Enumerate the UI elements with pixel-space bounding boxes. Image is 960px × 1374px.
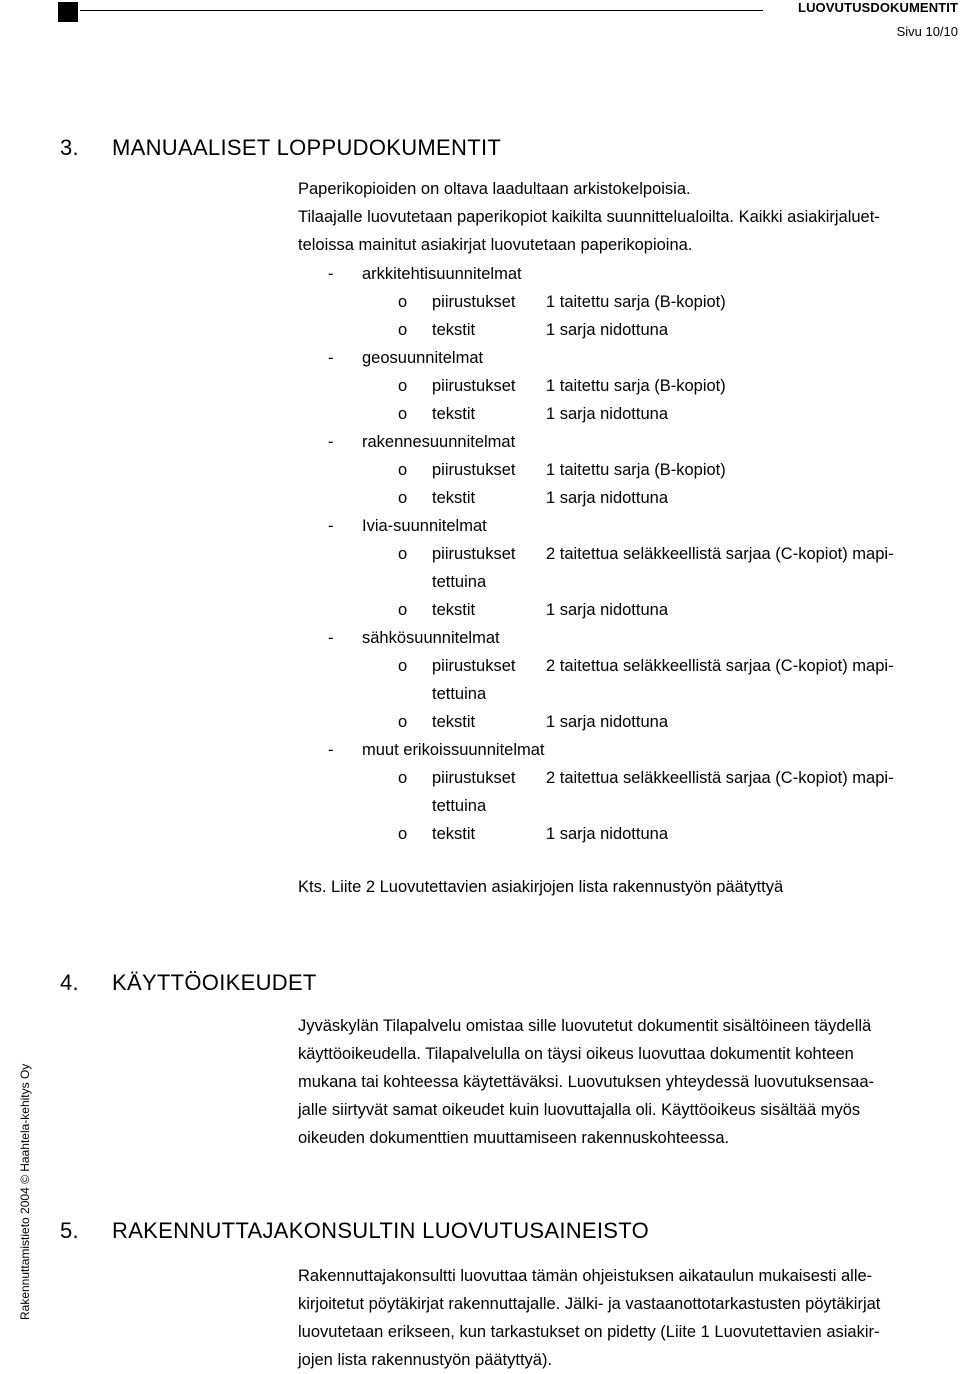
deliverable-row	[298, 652, 948, 680]
category-item	[298, 344, 948, 372]
deliverable-description: tettuina	[432, 685, 487, 703]
category-name: sähkösuunnitelmat	[362, 629, 500, 647]
deliverable-description: 1 taitettu sarja (B-kopiot)	[546, 461, 726, 479]
deliverable-row	[298, 708, 948, 736]
section-5-line: luovutetaan erikseen, kun tarkastukset on pidetty (Liite 1 Luovutettavien asiakir-	[298, 1323, 880, 1341]
deliverable-description: tettuina	[432, 797, 487, 815]
category-item	[298, 624, 948, 652]
deliverable-type: piirustukset	[432, 377, 516, 395]
bullet-marker: o	[398, 489, 408, 507]
category-name: arkkitehtisuunnitelmat	[362, 265, 522, 283]
copyright-text: Rakennuttamistieto 2004 © Haahtela-kehitys Oy	[18, 1063, 32, 1320]
deliverable-description: 1 sarja nidottuna	[546, 713, 669, 731]
deliverable-row	[298, 540, 948, 568]
deliverable-row-continuation	[298, 568, 948, 596]
section-4-line: Jyväskylän Tilapalvelu omistaa sille luovutetut dokumentit sisältöineen täydellä	[298, 1017, 872, 1035]
deliverable-row	[298, 316, 948, 344]
category-name: Ivia-suunnitelmat	[362, 517, 487, 535]
deliverable-type: tekstit	[432, 825, 476, 843]
category-name: rakennesuunnitelmat	[362, 433, 516, 451]
section-4-line: käyttöoikeudella. Tilapalvelulla on täysi oikeus luovuttaa dokumentit kohteen	[298, 1045, 854, 1063]
section-5-line: Rakennuttajakonsultti luovuttaa tämän ohjeistuksen aikataulun mukaisesti alle-	[298, 1267, 873, 1285]
appendix-reference: Kts. Liite 2 Luovutettavien asiakirjojen lista rakennustyön päätyttyä	[298, 878, 784, 896]
deliverable-description: 2 taitettua seläkkeellistä sarjaa (C-kopiot) mapi-	[546, 657, 894, 675]
section-4-line: jalle siirtyvät samat oikeudet kuin luovuttajalla oli. Käyttöoikeus sisältää myös	[298, 1101, 861, 1119]
deliverable-description: 1 taitettu sarja (B-kopiot)	[546, 377, 726, 395]
deliverable-type: tekstit	[432, 321, 476, 339]
dash-marker: -	[328, 741, 334, 759]
document-title: LUOVUTUSDOKUMENTIT	[798, 0, 958, 15]
section-3-line: Tilaajalle luovutetaan paperikopiot kaikilta suunnittelualoilta. Kaikki asiakirjaluet-	[298, 208, 880, 226]
deliverable-description: 1 sarja nidottuna	[546, 321, 669, 339]
header-logo-square	[58, 2, 78, 22]
deliverable-description: 2 taitettua seläkkeellistä sarjaa (C-kopiot) mapi-	[546, 769, 894, 787]
deliverable-row	[298, 596, 948, 624]
bullet-marker: o	[398, 321, 408, 339]
bullet-marker: o	[398, 377, 408, 395]
deliverable-description: 1 sarja nidottuna	[546, 405, 669, 423]
section-4-line: oikeuden dokumenttien muuttamiseen rakennuskohteessa.	[298, 1129, 730, 1147]
header-rule	[80, 10, 763, 11]
section-4-line: mukana tai kohteessa käytettäväksi. Luovutuksen yhteydessä luovutuksensaa-	[298, 1073, 875, 1091]
deliverable-type: piirustukset	[432, 769, 516, 787]
category-name: muut erikoissuunnitelmat	[362, 741, 545, 759]
section-5-line: jojen lista rakennustyön päätyttyä).	[298, 1351, 553, 1369]
deliverable-row-continuation	[298, 792, 948, 820]
bullet-marker: o	[398, 825, 408, 843]
deliverable-type: tekstit	[432, 405, 476, 423]
deliverable-row-continuation	[298, 680, 948, 708]
section-3-line: Paperikopioiden on oltava laadultaan arkistokelpoisia.	[298, 180, 691, 198]
section-5-body	[298, 1262, 948, 1374]
page-number: Sivu 10/10	[896, 24, 958, 39]
deliverable-description: tettuina	[432, 573, 487, 591]
deliverable-type: piirustukset	[432, 657, 516, 675]
bullet-marker: o	[398, 657, 408, 675]
section-4-title: KÄYTTÖOIKEUDET	[112, 970, 317, 995]
bullet-marker: o	[398, 405, 408, 423]
deliverable-row	[298, 400, 948, 428]
bullet-marker: o	[398, 769, 408, 787]
category-item	[298, 260, 948, 288]
deliverable-type: piirustukset	[432, 545, 516, 563]
section-4-heading	[60, 970, 317, 996]
document-list	[298, 260, 948, 848]
category-item	[298, 736, 948, 764]
deliverable-type: piirustukset	[432, 461, 516, 479]
deliverable-row	[298, 484, 948, 512]
deliverable-row	[298, 820, 948, 848]
deliverable-description: 2 taitettua seläkkeellistä sarjaa (C-kopiot) mapi-	[546, 545, 894, 563]
bullet-marker: o	[398, 545, 408, 563]
dash-marker: -	[328, 517, 334, 535]
deliverable-row	[298, 372, 948, 400]
section-5-line: kirjoitetut pöytäkirjat rakennuttajalle. Jälki- ja vastaanottotarkastusten pöytäkirjat	[298, 1295, 881, 1313]
dash-marker: -	[328, 349, 334, 367]
copyright-sidebar	[0, 1040, 32, 1320]
section-5-title: RAKENNUTTAJAKONSULTIN LUOVUTUSAINEISTO	[112, 1218, 650, 1243]
bullet-marker: o	[398, 713, 408, 731]
deliverable-row	[298, 764, 948, 792]
category-name: geosuunnitelmat	[362, 349, 484, 367]
category-item	[298, 512, 948, 540]
deliverable-row	[298, 288, 948, 316]
deliverable-type: tekstit	[432, 713, 476, 731]
section-3-title: MANUAALISET LOPPUDOKUMENTIT	[112, 135, 502, 160]
deliverable-description: 1 sarja nidottuna	[546, 601, 669, 619]
section-5-heading	[60, 1218, 649, 1244]
deliverable-description: 1 taitettu sarja (B-kopiot)	[546, 293, 726, 311]
bullet-marker: o	[398, 293, 408, 311]
deliverable-type: tekstit	[432, 601, 476, 619]
section-3-intro	[298, 175, 948, 259]
dash-marker: -	[328, 433, 334, 451]
section-4-number: 4.	[60, 970, 79, 995]
deliverable-type: piirustukset	[432, 293, 516, 311]
dash-marker: -	[328, 265, 334, 283]
section-5-number: 5.	[60, 1218, 79, 1243]
category-item	[298, 428, 948, 456]
deliverable-row	[298, 456, 948, 484]
section-3-line: teloissa mainitut asiakirjat luovutetaan paperikopioina.	[298, 236, 693, 254]
section-4-body	[298, 1012, 948, 1152]
bullet-marker: o	[398, 601, 408, 619]
bullet-marker: o	[398, 461, 408, 479]
section-3-heading	[60, 135, 501, 161]
deliverable-description: 1 sarja nidottuna	[546, 489, 669, 507]
deliverable-type: tekstit	[432, 489, 476, 507]
dash-marker: -	[328, 629, 334, 647]
section-3-number: 3.	[60, 135, 79, 160]
deliverable-description: 1 sarja nidottuna	[546, 825, 669, 843]
